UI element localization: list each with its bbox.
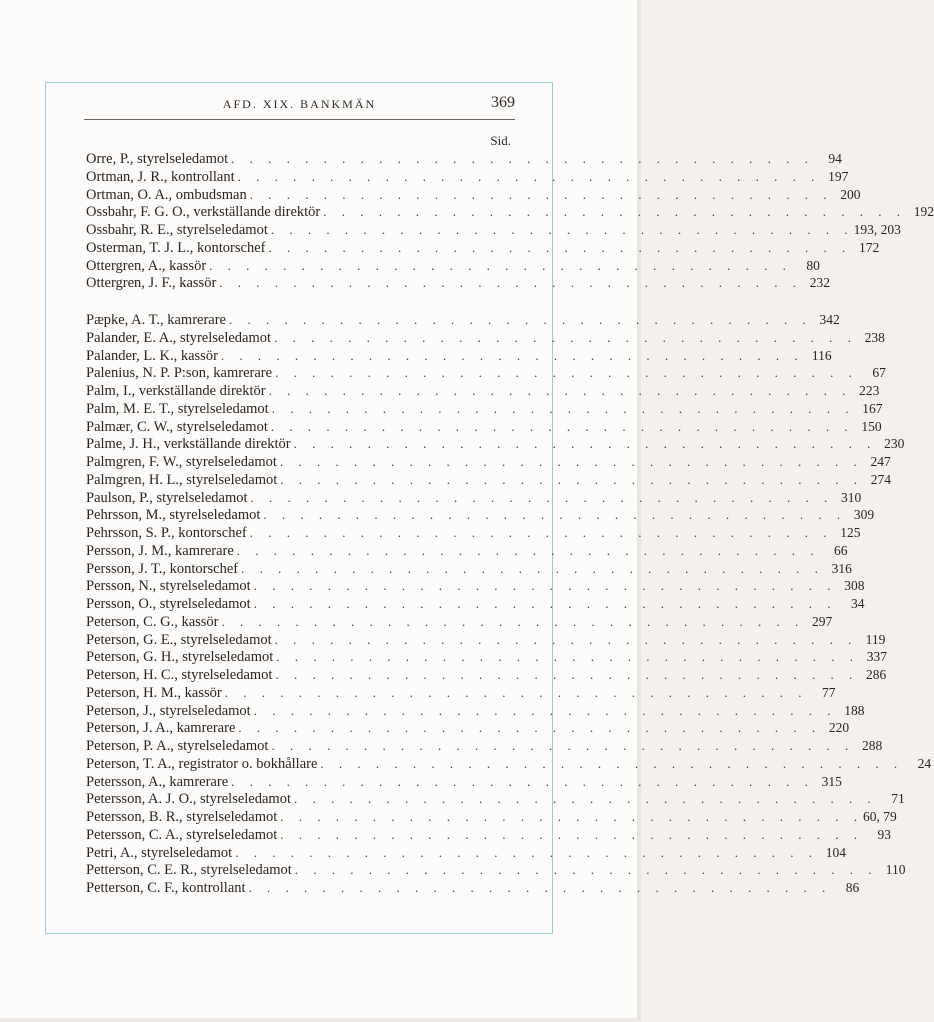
index-entry (86, 808, 897, 826)
entry-name: Peterson, J. A., kamrerare (86, 720, 236, 737)
dot-leader: . . . . . . . . . . . . . . . . . . . . . . . . . . . . . . . . (275, 365, 858, 381)
index-entry (86, 257, 820, 275)
entry-page-number: 167 (862, 400, 883, 416)
entry-page-number: 315 (821, 773, 842, 789)
index-entry (86, 347, 832, 365)
entry-name: Petersson, A., kamrerare (86, 773, 229, 790)
index-entry (86, 400, 883, 418)
entry-name: Palenius, N. P. P:son, kamrerare (86, 365, 273, 382)
dot-leader: . . . . . . . . . . . . . . . . . . . . . . . . . . . . . . . . (320, 755, 904, 771)
entry-name: Petri, A., styrelseledamot (86, 844, 233, 861)
dot-leader: . . . . . . . . . . . . . . . . . . . . . . . . . . . . . . . . (238, 720, 822, 736)
dot-leader: . . . . . . . . . . . . . . . . . . . . . . . . . . . . . . . . (231, 773, 814, 789)
index-entry (86, 186, 861, 204)
dot-leader: . . . . . . . . . . . . . . . . . . . . . . . . . . . . . . . . (270, 418, 854, 434)
dot-leader: . . . . . . . . . . . . . . . . . . . . . . . . . . . . . . . . (274, 329, 857, 345)
entry-page-number: 172 (858, 239, 880, 255)
entry-name: Palander, L. K., kassör (86, 347, 218, 364)
entry-name: Petersson, A. J. O., styrelseledamot (86, 791, 291, 808)
entry-page-number: 286 (865, 667, 887, 682)
dot-leader: . . . . . . . . . . . . . . . . . . . . . . . . . . . . . . . . (253, 702, 837, 718)
index-entry (86, 150, 842, 168)
entry-page-number: 342 (819, 312, 840, 327)
index-entry (86, 666, 887, 684)
entry-page-number: 247 (870, 454, 891, 469)
entry-name: Paulson, P., styrelseledamot (86, 489, 248, 506)
entry-name: Ortman, J. R., kontrollant (86, 168, 235, 185)
entry-page-number: 67 (872, 365, 886, 381)
entry-page-number: 197 (828, 168, 849, 184)
index-section-p (86, 311, 932, 897)
entry-name: Palander, E. A., styrelseledamot (86, 329, 272, 346)
dot-leader: . . . . . . . . . . . . . . . . . . . . . . . . . . . . . . . . (253, 596, 837, 611)
dot-leader: . . . . . . . . . . . . . . . . . . . . . . . . . . . . . . . . (241, 560, 824, 576)
index-entry (86, 203, 934, 221)
index-entry (86, 560, 852, 578)
page-column-label: Sid. (490, 133, 511, 148)
index-entry (86, 311, 840, 329)
dot-leader: . . . . . . . . . . . . . . . . . . . . . . . . . . . . . . . . (253, 578, 837, 594)
page-number: 369 (491, 94, 515, 111)
entry-name: Ossbahr, F. G. O., verkställande direktör (86, 204, 321, 221)
entry-name: Peterson, T. A., registrator o. bokhållare (86, 755, 318, 772)
dot-leader: . . . . . . . . . . . . . . . . . . . . . . . . . . . . . . . . (293, 436, 877, 452)
entry-page-number: 116 (811, 347, 832, 363)
entry-name: Ossbahr, R. E., styrelseledamot (86, 222, 268, 238)
index-entry (86, 418, 882, 436)
dot-leader: . . . . . . . . . . . . . . . . . . . . . . . . . . . . . . . . (221, 613, 805, 629)
dot-leader: . . . . . . . . . . . . . . . . . . . . . . . . . . . . . . . . (219, 275, 803, 291)
entry-page-number: 297 (812, 613, 833, 629)
entry-page-number: 77 (821, 684, 836, 700)
entry-page-number: 150 (861, 418, 882, 434)
index-entry (86, 382, 880, 400)
entry-page-number: 337 (866, 649, 888, 665)
entry-page-number: 200 (840, 186, 861, 202)
entry-name: Peterson, P. A., styrelseledamot (86, 738, 269, 754)
dot-leader: . . . . . . . . . . . . . . . . . . . . . . . . . . . . . . . . (250, 489, 834, 505)
index-entry (86, 524, 861, 542)
entry-page-number: 310 (841, 489, 862, 505)
entry-page-number: 86 (845, 880, 860, 895)
index-entry (86, 542, 848, 560)
entry-name: Ortman, O. A., ombudsman (86, 186, 247, 203)
entry-name: Persson, N., styrelseledamot (86, 578, 251, 595)
entry-name: Osterman, T. J. L., kontorschef (86, 239, 266, 256)
index-entry (86, 826, 892, 844)
dot-leader: . . . . . . . . . . . . . . . . . . . . . . . . . . . . . . . . (275, 667, 859, 682)
entry-name: Palmgren, H. L., styrelseledamot (86, 471, 278, 488)
index-entry (86, 489, 862, 507)
dot-leader: . . . . . . . . . . . . . . . . . . . . . . . . . . . . . . . . (249, 525, 833, 540)
index-entry (86, 595, 865, 613)
entry-name: Pæpke, A. T., kamrerare (86, 312, 226, 328)
entry-name: Peterson, G. E., styrelseledamot (86, 631, 272, 648)
entry-page-number: 93 (877, 826, 892, 842)
dot-leader: . . . . . . . . . . . . . . . . . . . . . . . . . . . . . . . . (209, 257, 792, 273)
entry-name: Petersson, C. A., styrelseledamot (86, 826, 278, 843)
index-entry (86, 755, 932, 773)
entry-page-number: 316 (831, 560, 852, 576)
dot-leader: . . . . . . . . . . . . . . . . . . . . . . . . . . . . . . . . (231, 151, 814, 166)
index-entry (86, 861, 906, 879)
dot-leader: . . . . . . . . . . . . . . . . . . . . . . . . . . . . . . . . (271, 738, 855, 753)
header-rule (84, 119, 515, 120)
entry-page-number: 24 (917, 755, 932, 771)
entry-page-number: 238 (864, 329, 885, 345)
entry-page-number: 125 (840, 525, 861, 540)
dot-leader: . . . . . . . . . . . . . . . . . . . . . . . . . . . . . . . . (236, 542, 820, 558)
dot-leader: . . . . . . . . . . . . . . . . . . . . . . . . . . . . . . . . (235, 844, 818, 860)
entry-name: Petterson, C. E. R., styrelseledamot (86, 862, 292, 879)
index-entry (86, 239, 880, 257)
index-entry (86, 168, 849, 186)
entry-name: Persson, O., styrelseledamot (86, 596, 251, 612)
dot-leader: . . . . . . . . . . . . . . . . . . . . . . . . . . . . . . . . (249, 186, 833, 202)
entry-name: Palmær, C. W., styrelseledamot (86, 418, 268, 435)
entry-page-number: 66 (834, 542, 848, 558)
running-header (84, 94, 515, 118)
entry-name: Palmgren, F. W., styrelseledamot (86, 454, 277, 470)
dot-leader: . . . . . . . . . . . . . . . . . . . . . . . . . . . . . . . . (270, 222, 854, 237)
entry-page-number: 220 (828, 720, 850, 736)
dot-leader: . . . . . . . . . . . . . . . . . . . . . . . . . . . . . . . . (279, 454, 863, 469)
entry-page-number: 94 (828, 151, 842, 166)
index-entry (86, 471, 892, 489)
index-entry (86, 790, 905, 808)
index-entry (86, 631, 886, 649)
entry-name: Ottergren, A., kassör (86, 257, 207, 274)
entry-page-number: 274 (870, 471, 892, 487)
entry-page-number: 230 (884, 436, 905, 452)
entry-name: Orre, P., styrelseledamot (86, 151, 229, 167)
entry-page-number: 308 (844, 578, 865, 594)
dot-leader: . . . . . . . . . . . . . . . . . . . . . . . . . . . . . . . . (263, 507, 847, 523)
dot-leader: . . . . . . . . . . . . . . . . . . . . . . . . . . . . . . . . (248, 880, 832, 895)
entry-name: Peterson, C. G., kassör (86, 613, 219, 630)
dot-leader: . . . . . . . . . . . . . . . . . . . . . . . . . . . . . . . . (276, 649, 860, 665)
dot-leader: . . . . . . . . . . . . . . . . . . . . . . . . . . . . . . . . (280, 826, 864, 842)
index-entry (86, 613, 833, 631)
entry-page-number: 71 (891, 791, 905, 807)
dot-leader: . . . . . . . . . . . . . . . . . . . . . . . . . . . . . . . . (280, 471, 864, 487)
entry-name: Persson, J. M., kamrerare (86, 542, 234, 559)
index-entry (86, 329, 885, 347)
entry-name: Petersson, B. R., styrelseledamot (86, 809, 278, 825)
entry-name: Peterson, J., styrelseledamot (86, 702, 251, 719)
index-entry (86, 274, 831, 292)
entry-page-number: 34 (850, 596, 865, 611)
dot-leader: . . . . . . . . . . . . . . . . . . . . . . . . . . . . . . . . (280, 809, 864, 824)
entry-page-number: 188 (844, 702, 865, 718)
entry-name: Pehrsson, M., styrelseledamot (86, 507, 261, 524)
entry-page-number: 192 (913, 204, 934, 220)
dot-leader: . . . . . . . . . . . . . . . . . . . . . . . . . . . . . . . . (224, 684, 808, 700)
entry-name: Palm, I., verkställande direktör (86, 383, 266, 399)
entry-name: Palme, J. H., verkställande direktör (86, 436, 291, 453)
index-entry (86, 844, 846, 862)
entry-name: Pehrsson, S. P., kontorschef (86, 525, 247, 541)
entry-name: Peterson, H. C., styrelseledamot (86, 667, 273, 683)
dot-leader: . . . . . . . . . . . . . . . . . . . . . . . . . . . . . . . . (237, 168, 821, 184)
dot-leader: . . . . . . . . . . . . . . . . . . . . . . . . . . . . . . . . (323, 204, 906, 220)
index-entry (86, 702, 865, 720)
section-title: AFD. XIX. BANKMÄN (222, 97, 377, 111)
entry-page-number: 104 (825, 844, 846, 860)
entry-page-number: 223 (859, 383, 880, 398)
dot-leader: . . . . . . . . . . . . . . . . . . . . . . . . . . . . . . . . (229, 312, 812, 327)
index-entry (86, 221, 901, 239)
entry-page-number: 309 (853, 507, 875, 523)
entry-name: Palm, M. E. T., styrelseledamot (86, 400, 269, 417)
index-entry (86, 879, 860, 897)
entry-page-number: 119 (865, 631, 886, 647)
dot-leader: . . . . . . . . . . . . . . . . . . . . . . . . . . . . . . . . (268, 239, 852, 255)
dot-leader: . . . . . . . . . . . . . . . . . . . . . . . . . . . . . . . . (294, 791, 877, 807)
entry-name: Persson, J. T., kontorschef (86, 560, 239, 577)
entry-page-number: 80 (806, 257, 820, 273)
index-entry (86, 435, 905, 453)
dot-leader: . . . . . . . . . . . . . . . . . . . . . . . . . . . . . . . . (274, 631, 858, 647)
index-entry (86, 773, 842, 791)
index-entry (86, 684, 836, 702)
entry-page-number: 288 (861, 738, 883, 753)
index-entry (86, 453, 891, 471)
index-entry (86, 737, 883, 755)
entry-page-number: 110 (885, 862, 906, 878)
dot-leader: . . . . . . . . . . . . . . . . . . . . . . . . . . . . . . . . (271, 400, 855, 416)
entry-name: Peterson, G. H., styrelseledamot (86, 649, 274, 666)
index-entry (86, 364, 886, 382)
dot-leader: . . . . . . . . . . . . . . . . . . . . . . . . . . . . . . . . (294, 862, 878, 878)
index-section-o (86, 150, 934, 292)
entry-name: Petterson, C. F., kontrollant (86, 880, 246, 896)
entry-name: Peterson, H. M., kassör (86, 684, 222, 701)
entry-page-number: 60, 79 (863, 809, 897, 824)
entry-page-number: 193, 203 (853, 222, 901, 237)
entry-page-number: 232 (809, 275, 831, 291)
index-entry (86, 506, 875, 524)
index-entry (86, 577, 865, 595)
dot-leader: . . . . . . . . . . . . . . . . . . . . . . . . . . . . . . . . (268, 383, 852, 398)
entry-name: Ottergren, J. F., kassör (86, 275, 217, 292)
index-entry (86, 719, 850, 737)
dot-leader: . . . . . . . . . . . . . . . . . . . . . . . . . . . . . . . . (220, 347, 804, 363)
index-entry (86, 648, 888, 666)
